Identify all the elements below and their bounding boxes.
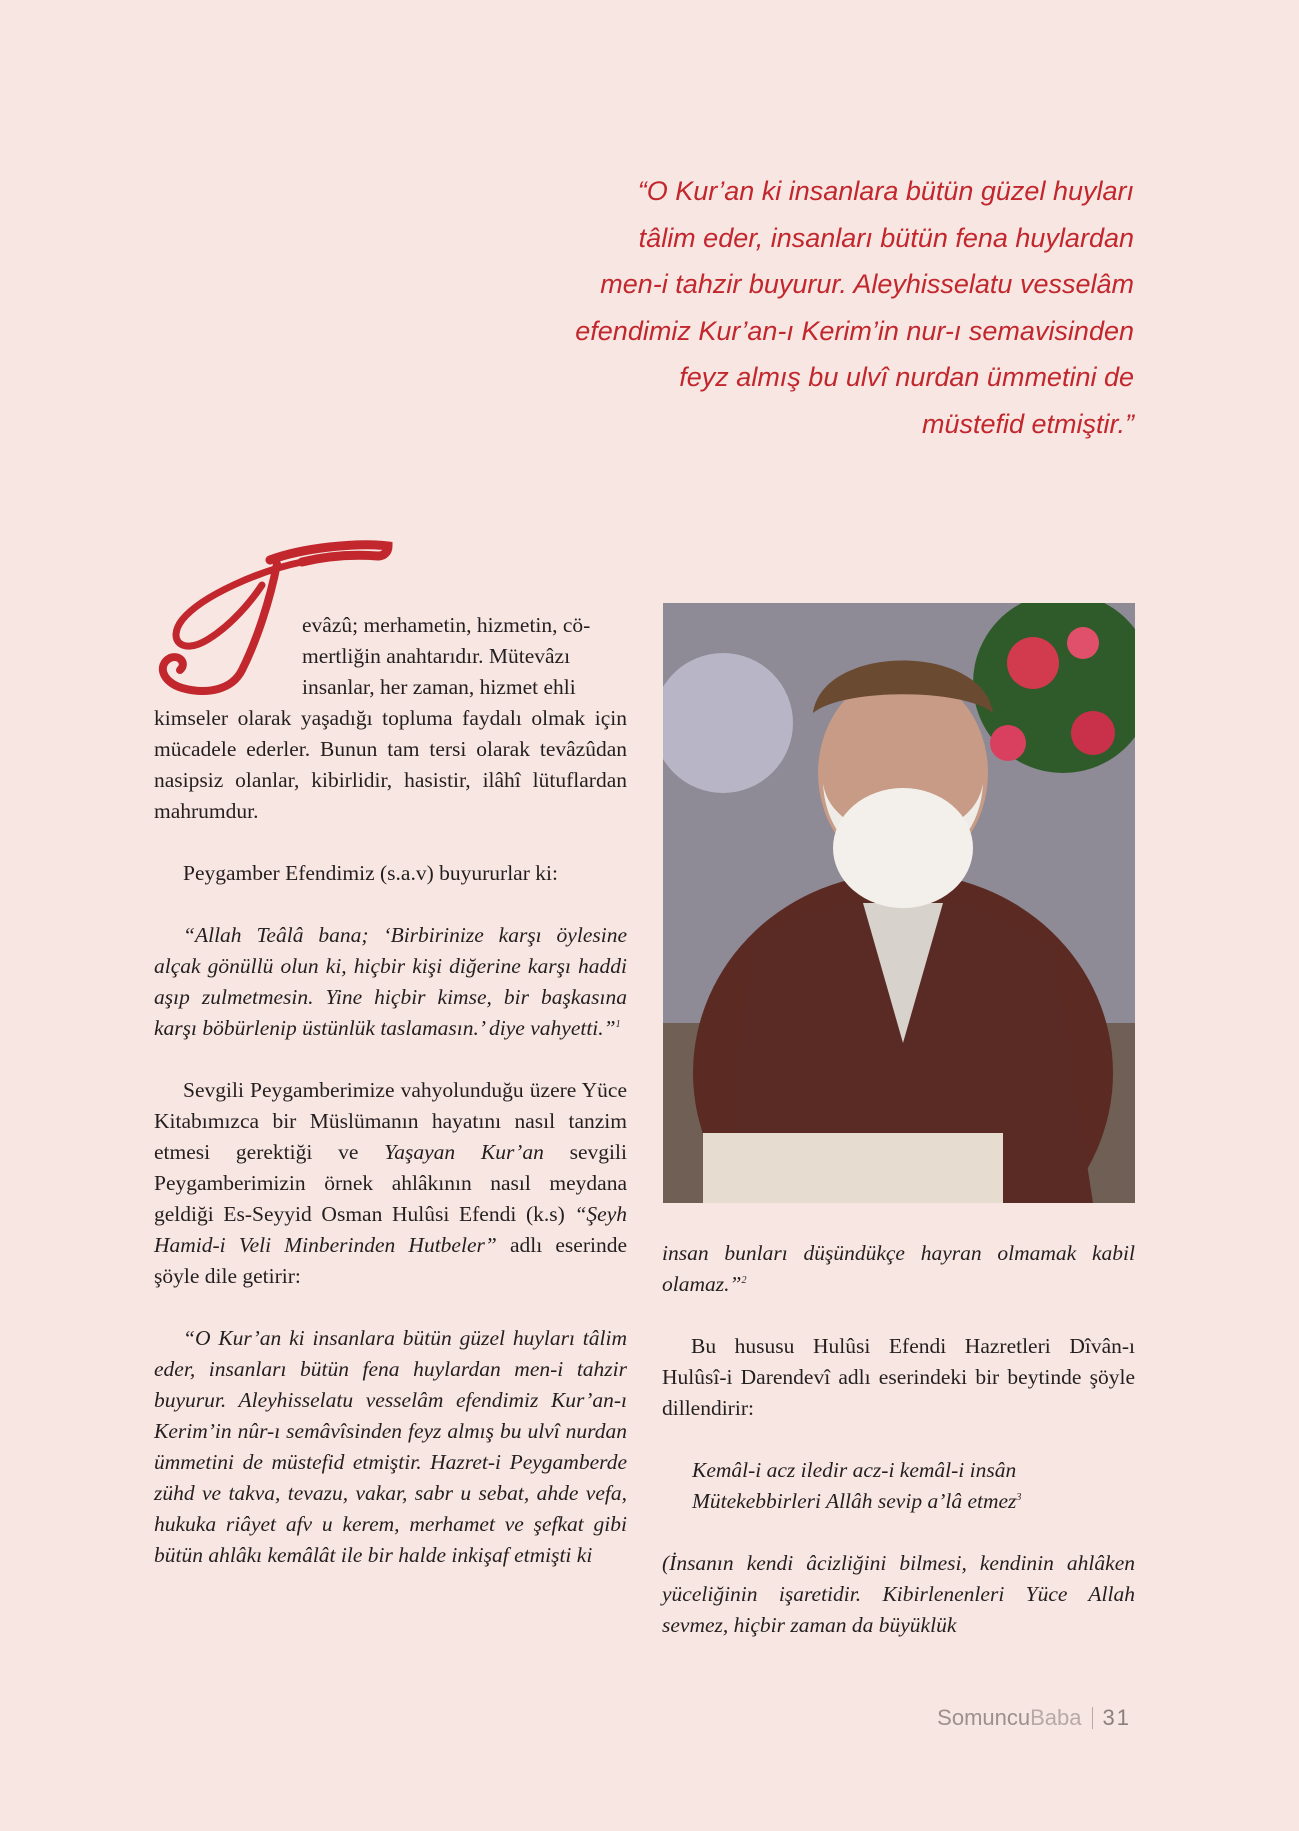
verse	[662, 1455, 1135, 1517]
pull-quote-line: feyz almış bu ulvî nurdan ümmetini de	[679, 362, 1134, 392]
intro-line: mertliğin anahtarıdır. Mütevâzı	[302, 644, 571, 668]
intro-top-lines	[302, 610, 627, 703]
verse-line: Mütekebbirleri Allâh sevip a’lâ etmez$^3$	[692, 1489, 1022, 1513]
intro-line: insanlar, her zaman, hizmet ehli	[302, 675, 576, 699]
hadith-quote: “Allah Teâlâ bana; ‘Birbirinize karşı öylesine alçak gönüllü olun ki, hiçbir kişi diğerine karşı haddi aşıp zulmetmesin. Yine hiçbir kimse, bir başkasına karşı böbürlenip üstünlük taslamasın.’ diye vahyetti.”$^1$	[154, 923, 627, 1040]
pull-quote-line: men-i tahzir buyurur. Aleyhisselatu vesselâm	[600, 269, 1134, 299]
paragraph: (İnsanın kendi âcizliğini bilmesi, kendinin ahlâken yüceliğinin işaretidir. Kibirlenenleri Yüce Allah sevmez, hiçbir zaman da büyüklük	[662, 1551, 1135, 1637]
footnote-ref: 1	[615, 1018, 621, 1030]
page-number: 31	[1102, 1705, 1131, 1730]
magazine-brand: SomuncuBaba	[937, 1705, 1082, 1730]
quote-continuation: insan bunları düşündükçe hayran olmamak kabil olamaz.”$^2$	[662, 1241, 1135, 1296]
intro-paragraph: kimseler olarak yaşadığı topluma faydalı olmak için mücadele ederler. Bunun tam tersi olarak tevâzûdan nasipsiz olanlar, kibirlidir, hasistir, ilâhî lütuflardan mahrumdur.	[154, 706, 627, 823]
intro-line: evâzû; merhametin, hizmetin, cö-	[302, 613, 591, 637]
quote-block: “O Kur’an ki insanlara bütün güzel huyları tâlim eder, insanları bütün fena huylardan men-i tahzir buyurur. Aleyhisselatu vesselâm efendimiz Kur’an-ı Kerim’in nûr-ı semâvîsinden feyz almış bu ulvî nurdan ümmetini de müstefid etmiştir. Hazret-i Peygamberde zühd ve takva, tevazu, vakar, sabr u sebat, ahde vefa, hukuka riâyet afv u kerem, merhamet ve şefkat gibi bütün ahlâkı kemâlât ile bir halde inkişaf etmişti ki	[154, 1326, 627, 1567]
divider	[1092, 1707, 1093, 1729]
pull-quote-line: müstefid etmiştir.”	[921, 408, 1134, 439]
right-column	[662, 1238, 1135, 1641]
verse-line: Kemâl-i acz iledir acz-i kemâl-i insân	[692, 1458, 1017, 1482]
footnote-ref: 3	[1016, 1491, 1022, 1503]
paragraph: Bu hususu Hulûsi Efendi Hazretleri Dîvân-ı Hulûsî-i Darendevî adlı eserindeki bir beytinde şöyle dillendirir:	[662, 1334, 1135, 1420]
portrait-photo	[663, 603, 1135, 1203]
pull-quote	[560, 168, 1134, 447]
pull-quote-line: tâlim eder, insanları bütün fena huylardan	[638, 222, 1134, 253]
pull-quote-line: efendimiz Kur’an-ı Kerim’in nur-ı semavisinden	[575, 315, 1134, 346]
paragraph: Sevgili Peygamberimize vahyolunduğu üzere Yüce Kitabımızca bir Müslümanın hayatını nasıl tanzim etmesi gerektiği ve Yaşayan Kur’an sevgili Peygamberimizin örnek ahlâkının nasıl meydana geldiği Es-Seyyid Osman Hulûsi Efendi (k.s) “Şeyh Hamid-i Veli Minberinden Hutbeler” adlı eserinde şöyle dile getirir:	[154, 1078, 627, 1288]
left-column	[154, 703, 627, 1571]
paragraph: Peygamber Efendimiz (s.a.v) buyururlar ki:	[183, 861, 558, 885]
footnote-ref: 2	[741, 1274, 747, 1286]
page-footer	[937, 1705, 1131, 1731]
pull-quote-line: “O Kur’an ki insanlara bütün güzel huyları	[637, 176, 1134, 206]
